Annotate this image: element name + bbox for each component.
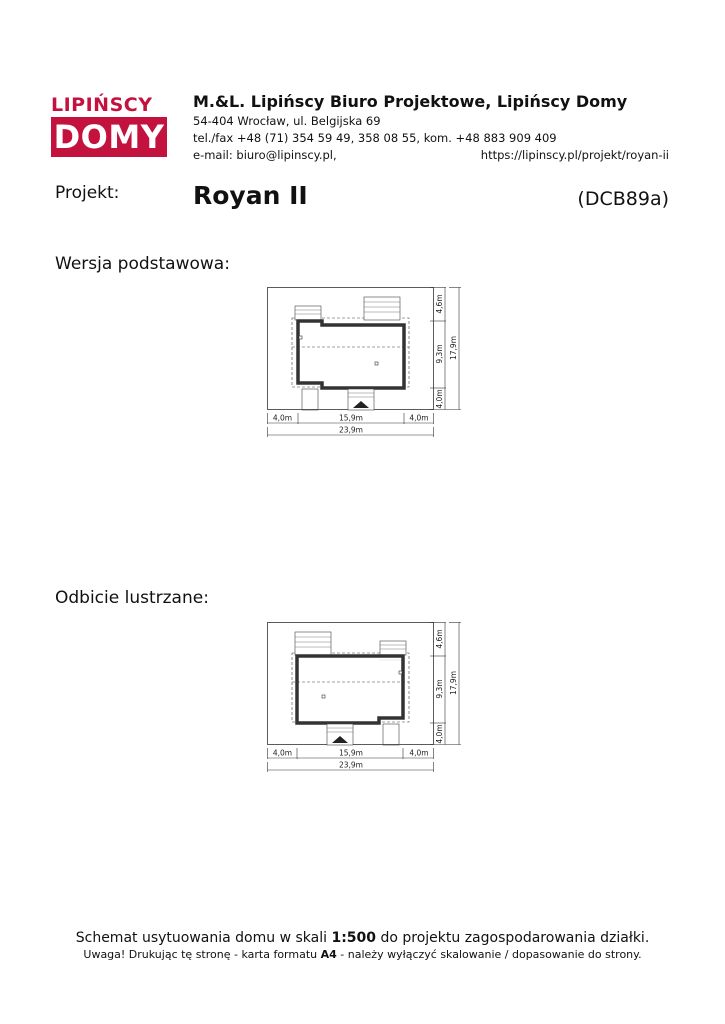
dim-total-depth: 17,9m bbox=[449, 670, 458, 696]
company-email[interactable]: e-mail: biuro@lipinscy.pl, bbox=[193, 148, 337, 162]
footer-print-warning bbox=[0, 948, 725, 961]
dim-right-setback: 4,0m bbox=[409, 413, 429, 423]
version-basic-title: Wersja podstawowa: bbox=[55, 254, 230, 274]
site-plan-mirror-drawing bbox=[262, 617, 472, 777]
dim-house-depth: 9,3m bbox=[435, 679, 444, 699]
terrace bbox=[302, 389, 318, 410]
company-name: M.&L. Lipińscy Biuro Projektowe, Lipińscy Domy bbox=[193, 92, 628, 111]
footer-scale: 1:500 bbox=[331, 930, 377, 946]
dormer-right bbox=[380, 641, 406, 655]
company-logo bbox=[51, 94, 167, 158]
house-walls bbox=[297, 656, 403, 723]
footer-format: A4 bbox=[320, 948, 337, 961]
roof-outline bbox=[292, 653, 409, 722]
dormer-left bbox=[295, 306, 321, 320]
dim-top-setback: 4,6m bbox=[435, 294, 444, 314]
dormer-right bbox=[364, 297, 400, 320]
dim-right-setback: 4,0m bbox=[409, 748, 429, 758]
dim-left-setback: 4,0m bbox=[272, 413, 293, 423]
project-code: (DCB89a) bbox=[577, 188, 669, 210]
project-label: Projekt: bbox=[55, 183, 120, 203]
dormer-left bbox=[295, 632, 331, 655]
dim-house-depth: 9,3m bbox=[435, 344, 444, 364]
site-plan-basic-drawing bbox=[262, 282, 472, 442]
dim-bottom-setback: 4,0m bbox=[435, 724, 444, 744]
project-name: Royan II bbox=[193, 181, 308, 210]
house-walls bbox=[298, 321, 404, 388]
footer-line2-post: - należy wyłączyć skalowanie / dopasowanie do strony. bbox=[336, 948, 642, 961]
dim-left-setback: 4,0m bbox=[272, 748, 293, 758]
version-mirror-title: Odbicie lustrzane: bbox=[55, 588, 209, 608]
footer-line1-pre: Schemat usytuowania domu w skali bbox=[75, 930, 332, 946]
footer-line2-pre: Uwaga! Drukując tę stronę - karta formatu bbox=[83, 948, 321, 961]
chimney-left bbox=[322, 695, 325, 698]
dim-bottom-setback: 4,0m bbox=[435, 389, 444, 409]
terrace bbox=[383, 724, 399, 745]
dim-top-setback: 4,6m bbox=[435, 629, 444, 649]
logo-bottom-text: DOMY bbox=[53, 118, 165, 156]
site-plan-mirror bbox=[262, 617, 472, 777]
roof-outline bbox=[292, 318, 409, 387]
company-address: 54-404 Wrocław, ul. Belgijska 69 bbox=[193, 114, 381, 128]
logo-top-text: LIPIŃSCY bbox=[51, 94, 153, 116]
footer-scale-note bbox=[0, 930, 725, 946]
dim-total-depth: 17,9m bbox=[449, 335, 458, 361]
footer-line1-post: do projektu zagospodarowania działki. bbox=[376, 930, 650, 946]
dim-house-width: 15,9m bbox=[338, 748, 364, 758]
company-url[interactable]: https://lipinscy.pl/projekt/royan-ii bbox=[480, 148, 669, 162]
dim-total-width: 23,9m bbox=[338, 425, 364, 435]
dim-total-width: 23,9m bbox=[338, 760, 364, 770]
chimney-right bbox=[375, 362, 378, 365]
chimney-left bbox=[299, 336, 302, 339]
dim-house-width: 15,9m bbox=[338, 413, 364, 423]
site-plan-basic bbox=[262, 282, 472, 442]
chimney-right bbox=[399, 671, 402, 674]
company-phone: tel./fax +48 (71) 354 59 49, 358 08 55, kom. +48 883 909 409 bbox=[193, 131, 557, 145]
